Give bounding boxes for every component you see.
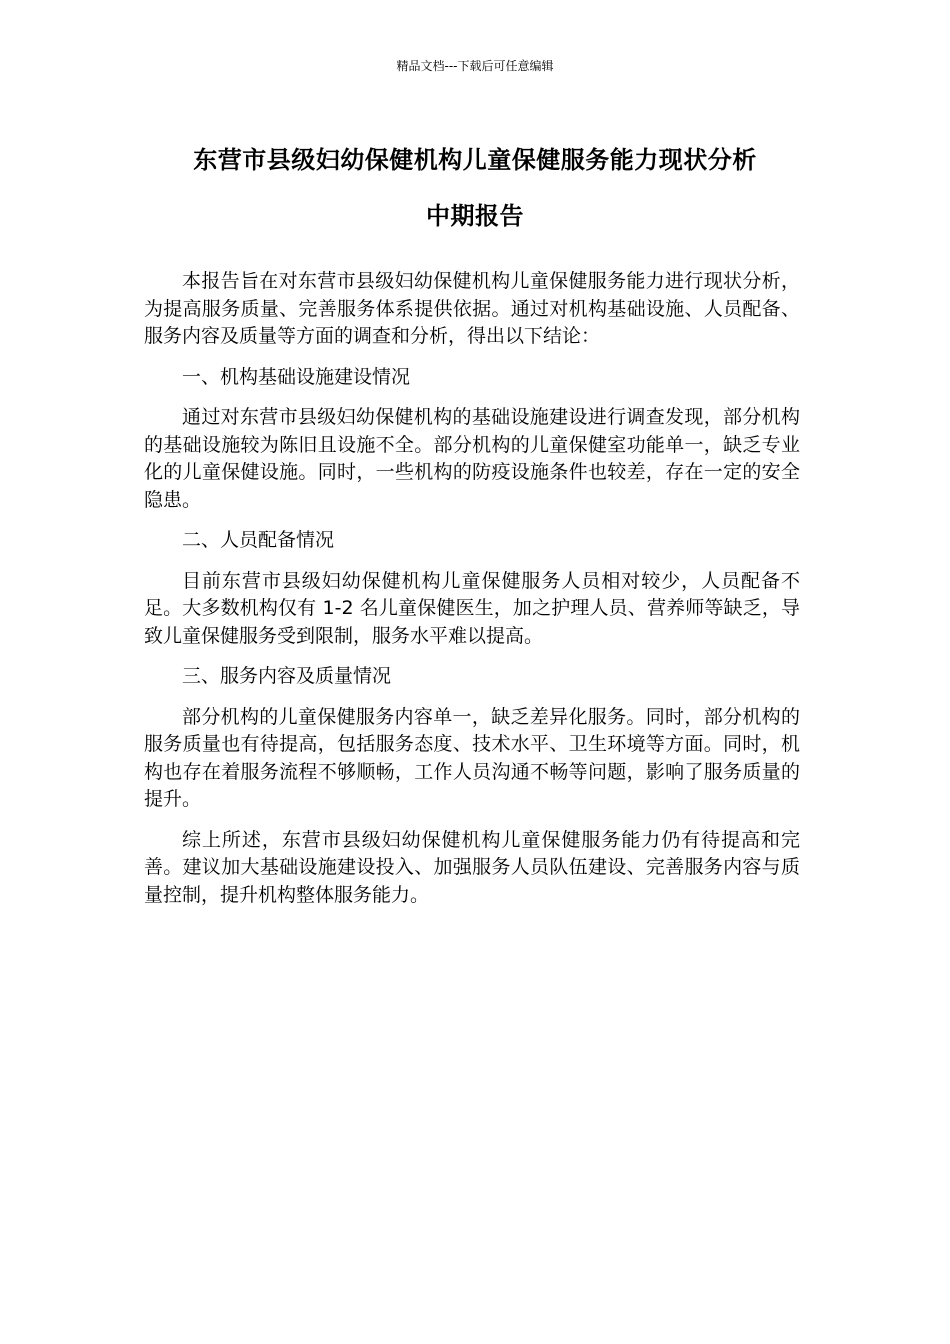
header-note: 精品文档---下载后可任意编辑 (396, 59, 554, 73)
intro-paragraph: 本报告旨在对东营市县级妇幼保健机构儿童保健服务能力进行现状分析，为提高服务质量、完善服务体系提供依据。通过对机构基础设施、人员配备、服务内容及质量等方面的调查和分析，得出以下结论： (144, 270, 800, 347)
conclusion-paragraph: 综上所述，东营市县级妇幼保健机构儿童保健服务能力仍有待提高和完善。建议加大基础设施建设投入、加强服务人员队伍建设、完善服务内容与质量控制，提升机构整体服务能力。 (144, 828, 800, 906)
section-paragraph-2: 目前东营市县级妇幼保健机构儿童保健服务人员相对较少，人员配备不足。大多数机构仅有 1-2 名儿童保健医生，加之护理人员、营养师等缺乏，导致儿童保健服务受到限制，服务水平难以提高。 (144, 569, 800, 647)
section-paragraph-1: 通过对东营市县级妇幼保健机构的基础设施建设进行调查发现，部分机构的基础设施较为陈旧且设施不全。部分机构的儿童保健室功能单一，缺乏专业化的儿童保健设施。同时，一些机构的防疫设施条件也较差，存在一定的安全隐患。 (144, 406, 800, 511)
section-heading-2: 二、人员配备情况 (182, 529, 335, 551)
title-line-2: 中期报告 (426, 202, 524, 230)
title-line-1: 东营市县级妇幼保健机构儿童保健服务能力现状分析 (193, 146, 757, 174)
document-body (144, 268, 800, 922)
section-heading-3: 三、服务内容及质量情况 (182, 665, 392, 687)
document-title (140, 132, 810, 244)
section-heading-1: 一、机构基础设施建设情况 (182, 365, 411, 388)
section-paragraph-3: 部分机构的儿童保健服务内容单一，缺乏差异化服务。同时，部分机构的服务质量也有待提高，包括服务态度、技术水平、卫生环境等方面。同时，机构也存在着服务流程不够顺畅，工作人员沟通不畅等问题，影响了服务质量的提升。 (144, 705, 800, 810)
